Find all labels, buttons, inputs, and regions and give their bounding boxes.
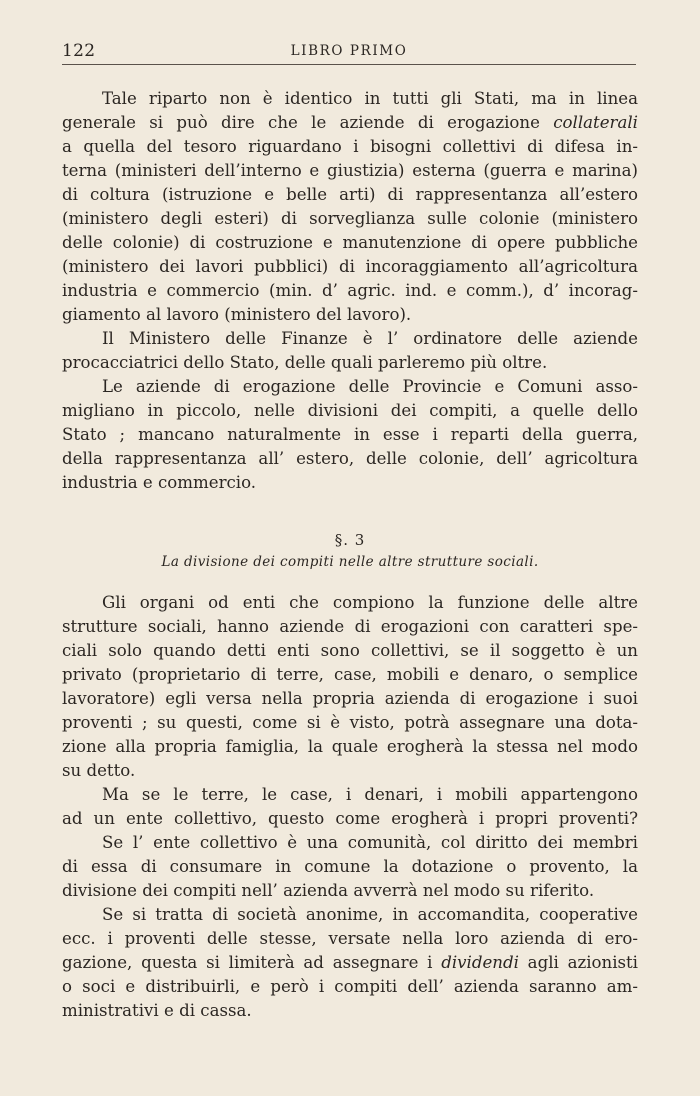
text-segment: Ma se le terre, le case, i denari, i mobili appartengono — [102, 785, 638, 804]
text-line — [62, 87, 638, 111]
text-line — [62, 711, 638, 735]
text-segment: (ministero degli esteri) di sorveglianza sulle colonie (ministero — [62, 209, 638, 228]
page-header — [62, 38, 636, 65]
text-line — [62, 639, 638, 663]
running-title: LIBRO PRIMO — [290, 43, 408, 59]
section-title: La divisione dei compiti nelle altre strutture sociali. — [161, 554, 539, 570]
text-line — [62, 351, 638, 375]
section-number: §. 3 — [334, 531, 366, 549]
text-segment: Tale riparto non è identico in tutti gli Stati, ma in linea — [102, 89, 638, 108]
text-segment: Se l’ ente collettivo è una comunità, col diritto dei membri — [102, 833, 638, 852]
text-block-2 — [62, 591, 638, 1023]
text-segment: privato (proprietario di terre, case, mobili e denaro, o semplice — [62, 665, 638, 684]
text-segment: ad un ente collettivo, questo come erogherà i propri proventi? — [62, 809, 638, 828]
text-segment: migliano in piccolo, nelle divisioni dei compiti, a quelle dello — [62, 401, 638, 420]
text-segment: della rappresentanza all’ estero, delle colonie, dell’ agricoltura — [62, 449, 638, 468]
text-segment: proventi ; su questi, come si è visto, potrà assegnare una dota- — [62, 713, 638, 732]
text-line — [62, 591, 638, 615]
text-line — [62, 399, 638, 423]
text-segment: Se si tratta di società anonime, in accomandita, cooperative — [102, 905, 638, 924]
text-line — [62, 615, 638, 639]
text-segment: ministrativi e di cassa. — [62, 1001, 252, 1020]
italic-term: dividendi — [441, 953, 519, 972]
text-line — [62, 327, 638, 351]
text-line — [62, 423, 638, 447]
text-line — [62, 759, 638, 783]
text-line — [62, 975, 638, 999]
text-line — [62, 927, 638, 951]
text-segment: procacciatrici dello Stato, delle quali parleremo più oltre. — [62, 353, 548, 372]
text-segment: giamento al lavoro (ministero del lavoro). — [62, 305, 412, 324]
text-line — [62, 231, 638, 255]
text-line — [62, 831, 638, 855]
text-segment: industria e commercio (min. d’ agric. ind. e comm.), d’ incorag- — [62, 281, 638, 300]
page-number: 122 — [62, 41, 96, 61]
text-line — [62, 735, 638, 759]
text-segment: agli azionisti — [518, 953, 638, 972]
text-segment: Stato ; mancano naturalmente in esse i reparti della guerra, — [62, 425, 638, 444]
text-segment: gazione, questa si limiterà ad assegnare i — [62, 953, 442, 972]
text-segment: Il Ministero delle Finanze è l’ ordinatore delle aziende — [102, 329, 638, 348]
text-segment: di essa di consumare in comune la dotazione o provento, la — [62, 857, 638, 876]
text-segment: divisione dei compiti nell’ azienda avverrà nel modo su riferito. — [62, 881, 595, 900]
text-segment: zione alla propria famiglia, la quale erogherà la stessa nel modo — [62, 737, 638, 756]
text-segment: delle colonie) di costruzione e manutenzione di opere pubbliche — [62, 233, 638, 252]
text-segment: (ministero dei lavori pubblici) di incoraggiamento all’agricoltura — [62, 257, 638, 276]
text-line — [62, 279, 638, 303]
text-line — [62, 687, 638, 711]
text-segment: industria e commercio. — [62, 473, 257, 492]
italic-term: collaterali — [553, 113, 638, 132]
text-line — [62, 855, 638, 879]
text-segment: terna (ministeri dell’interno e giustizia) esterna (guerra e marina) — [62, 161, 638, 180]
text-segment: Le aziende di erogazione delle Provincie e Comuni asso- — [102, 377, 638, 396]
text-line — [62, 111, 638, 135]
text-segment: a quella del tesoro riguardano i bisogni collettivi di difesa in- — [62, 137, 638, 156]
text-segment: su detto. — [62, 761, 136, 780]
text-line — [62, 903, 638, 927]
text-line — [62, 951, 638, 975]
text-line — [62, 375, 638, 399]
text-line — [62, 879, 638, 903]
text-segment: ciali solo quando detti enti sono collettivi, se il soggetto è un — [62, 641, 638, 660]
text-block-1 — [62, 87, 638, 495]
text-line — [62, 255, 638, 279]
text-segment: di coltura (istruzione e belle arti) di rappresentanza all’estero — [62, 185, 638, 204]
text-line — [62, 207, 638, 231]
text-segment: lavoratore) egli versa nella propria azienda di erogazione i suoi — [62, 689, 638, 708]
page-body — [62, 87, 638, 1023]
text-line — [62, 999, 638, 1023]
text-segment: o soci e distribuirli, e però i compiti dell’ azienda saranno am- — [62, 977, 638, 996]
text-segment: Gli organi od enti che compiono la funzione delle altre — [102, 593, 638, 612]
text-segment: generale si può dire che le aziende di erogazione — [62, 113, 554, 132]
text-line — [62, 303, 638, 327]
text-segment: strutture sociali, hanno aziende di erogazioni con caratteri spe- — [62, 617, 638, 636]
text-line — [62, 471, 638, 495]
text-line — [62, 159, 638, 183]
text-segment: ecc. i proventi delle stesse, versate nella loro azienda di ero- — [62, 929, 638, 948]
text-line — [62, 807, 638, 831]
text-line — [62, 447, 638, 471]
text-line — [62, 183, 638, 207]
text-line — [62, 783, 638, 807]
text-line — [62, 663, 638, 687]
text-line — [62, 135, 638, 159]
